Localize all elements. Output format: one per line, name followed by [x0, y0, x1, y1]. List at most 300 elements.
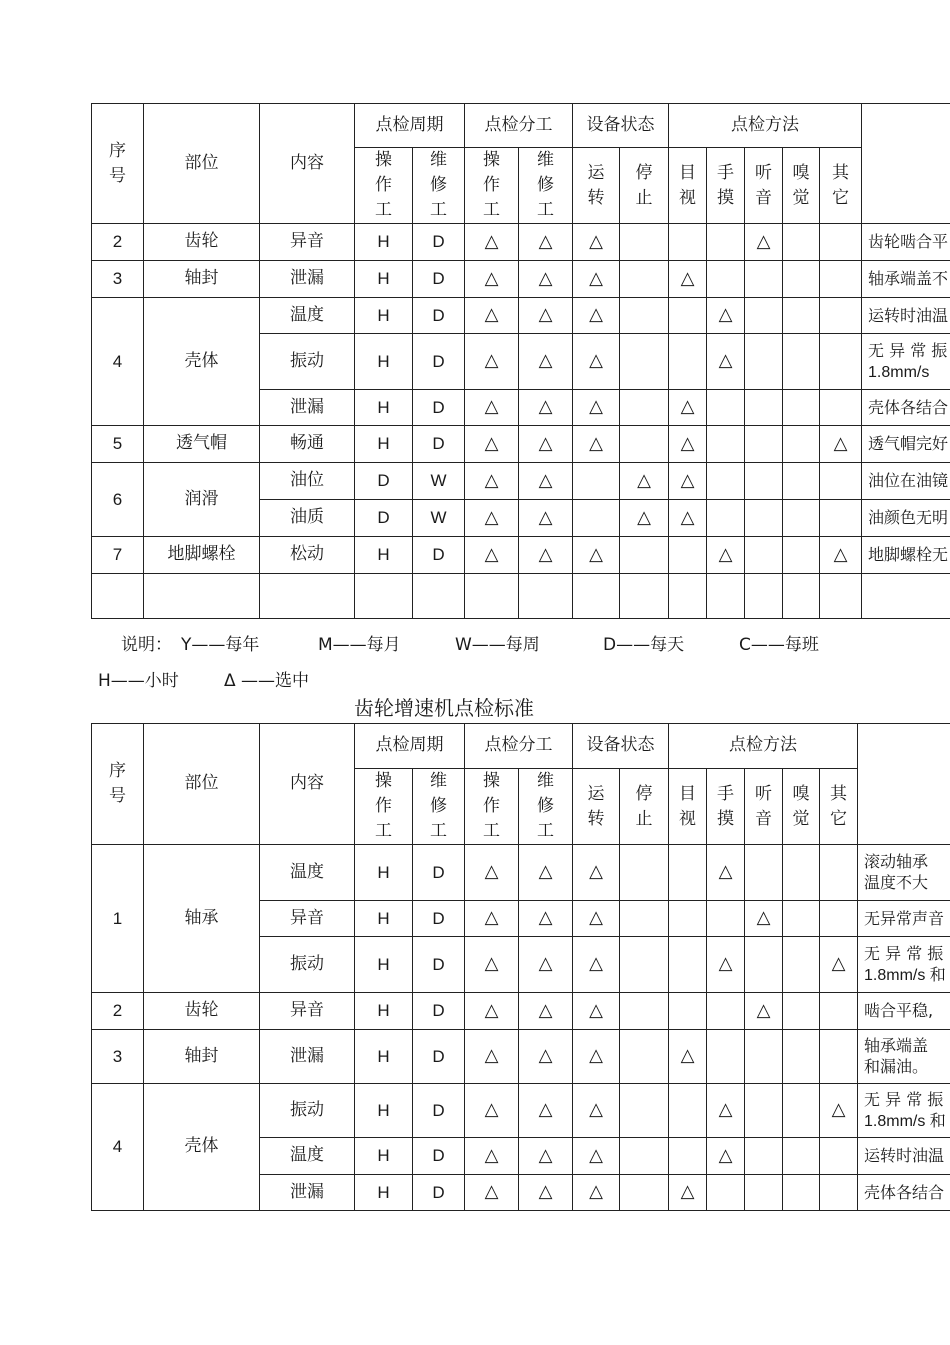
cell-method-visual: [669, 298, 707, 334]
standard-line-1: 无 异 常 振: [864, 1089, 944, 1109]
cell-method-listen: [745, 390, 783, 426]
standard-line-1: 透气帽完好: [868, 434, 949, 453]
standard-line-1: 轴承端盖不: [868, 269, 949, 288]
cell-standard: [862, 390, 950, 426]
cell-empty: [92, 574, 144, 619]
cell-cycle-maintenance: D: [413, 334, 465, 390]
standard-line-2: 和漏油。: [864, 1058, 929, 1076]
table-row: [92, 426, 950, 463]
cell-empty: [783, 574, 820, 619]
subheader-cell: [707, 769, 745, 845]
cell-cycle-maintenance: W: [413, 463, 465, 500]
cell-method-other: [820, 261, 862, 298]
header-row-1: [92, 724, 950, 769]
standard-line-1: 滚动轴承: [864, 851, 929, 871]
header-state: 设备状态: [573, 104, 669, 148]
cell-method-smell: [783, 1138, 820, 1175]
cell-division-maintenance: △: [519, 937, 573, 993]
cell-cycle-maintenance: D: [413, 1084, 465, 1138]
cell-method-visual: [669, 993, 707, 1030]
cell-method-listen: [745, 1084, 783, 1138]
cell-method-other: △: [820, 426, 862, 463]
cell-method-other: [820, 224, 862, 261]
cell-method-touch: [707, 993, 745, 1030]
subheader-text: 手摸: [717, 783, 734, 829]
cell-division-maintenance: △: [519, 426, 573, 463]
cell-method-touch: △: [707, 937, 745, 993]
header-method: 点检方法: [669, 724, 858, 769]
cell-division-operator: △: [465, 1138, 519, 1175]
cell-cycle-maintenance: D: [413, 845, 465, 901]
cell-part: 壳体: [144, 298, 260, 426]
inspection-table-1: [91, 103, 950, 619]
cell-state-stopped: [620, 1138, 669, 1175]
cell-state-running: [573, 463, 620, 500]
subheader-cell: [465, 769, 519, 845]
cell-part: 轴封: [144, 261, 260, 298]
cell-seq: 5: [92, 426, 144, 463]
cell-cycle-operator: D: [355, 500, 413, 537]
cell-state-running: △: [573, 390, 620, 426]
cell-cycle-maintenance: D: [413, 901, 465, 937]
subheader-text: 维修工: [537, 771, 554, 841]
cell-division-maintenance: △: [519, 463, 573, 500]
cell-part: 齿轮: [144, 993, 260, 1030]
standard-line-1: 地脚螺栓无: [868, 545, 949, 564]
cell-cycle-operator: H: [355, 845, 413, 901]
cell-division-operator: △: [465, 390, 519, 426]
table-row: [92, 845, 950, 901]
cell-method-touch: △: [707, 298, 745, 334]
cell-method-visual: △: [669, 390, 707, 426]
cell-content: 异音: [260, 993, 355, 1030]
subheader-cell: [355, 769, 413, 845]
standard-line-2: 温度不大: [864, 874, 929, 892]
subheader-text: 嗅觉: [792, 783, 810, 829]
cell-empty: [820, 574, 862, 619]
cell-cycle-maintenance: D: [413, 261, 465, 298]
cell-method-visual: △: [669, 500, 707, 537]
subheader-text: 听音: [755, 162, 772, 208]
cell-cycle-maintenance: D: [413, 1030, 465, 1084]
subheader-cell: [783, 769, 820, 845]
cell-method-touch: [707, 500, 745, 537]
cell-method-touch: △: [707, 1084, 745, 1138]
header-state: 设备状态: [573, 724, 669, 769]
subheader-text: 运转: [587, 162, 605, 208]
cell-method-smell: [783, 224, 820, 261]
cell-method-touch: △: [707, 334, 745, 390]
cell-state-running: △: [573, 334, 620, 390]
table-row-empty: [92, 574, 950, 619]
cell-division-operator: △: [465, 1175, 519, 1211]
legend-hour: H——小时: [98, 671, 179, 691]
cell-state-stopped: [620, 537, 669, 574]
subheader-text: 操作工: [375, 150, 392, 220]
cell-seq: 1: [92, 845, 144, 993]
cell-method-listen: [745, 500, 783, 537]
cell-empty: [573, 574, 620, 619]
legend-prefix: 说明：: [121, 635, 172, 655]
legend-shift: C——每班: [739, 635, 819, 655]
cell-method-listen: [745, 1175, 783, 1211]
cell-cycle-operator: H: [355, 426, 413, 463]
subheader-cell: [519, 148, 573, 224]
cell-state-running: △: [573, 993, 620, 1030]
cell-state-stopped: [620, 901, 669, 937]
cell-division-operator: △: [465, 334, 519, 390]
cell-method-visual: △: [669, 463, 707, 500]
cell-state-running: △: [573, 426, 620, 463]
table-1-body: [92, 224, 950, 619]
cell-standard: [862, 463, 950, 500]
cell-standard: [858, 993, 950, 1030]
subheader-cell: [783, 148, 820, 224]
header-seq-text: 序号: [109, 761, 126, 806]
cell-division-maintenance: △: [519, 334, 573, 390]
cell-state-running: △: [573, 1030, 620, 1084]
cell-state-stopped: [620, 334, 669, 390]
cell-division-operator: △: [465, 261, 519, 298]
header-division: 点检分工: [465, 724, 573, 769]
cell-standard: [862, 298, 950, 334]
cell-method-smell: [783, 1175, 820, 1211]
cell-state-stopped: [620, 1175, 669, 1211]
cell-empty: [355, 574, 413, 619]
cell-method-visual: [669, 1138, 707, 1175]
cell-state-running: △: [573, 1175, 620, 1211]
cell-method-smell: [783, 298, 820, 334]
cell-cycle-maintenance: D: [413, 1175, 465, 1211]
standard-line-1: 轴承端盖: [864, 1035, 929, 1055]
cell-standard: [858, 845, 950, 901]
cell-division-operator: △: [465, 937, 519, 993]
cell-empty: [260, 574, 355, 619]
subheader-cell: [745, 148, 783, 224]
cell-method-other: [820, 1175, 858, 1211]
cell-method-smell: [783, 937, 820, 993]
cell-method-listen: [745, 1138, 783, 1175]
subheader-cell: [573, 769, 620, 845]
header-cycle: 点检周期: [355, 104, 465, 148]
cell-state-stopped: [620, 298, 669, 334]
subheader-cell: [745, 769, 783, 845]
cell-method-smell: [783, 993, 820, 1030]
legend-month: M——每月: [318, 635, 401, 655]
cell-cycle-maintenance: D: [413, 298, 465, 334]
cell-method-listen: △: [745, 993, 783, 1030]
cell-seq: 4: [92, 298, 144, 426]
cell-seq: 6: [92, 463, 144, 537]
cell-content: 振动: [260, 334, 355, 390]
cell-division-maintenance: △: [519, 298, 573, 334]
cell-method-other: [820, 463, 862, 500]
header-cycle: 点检周期: [355, 724, 465, 769]
standard-line-1: 壳体各结合: [868, 397, 949, 417]
cell-state-running: △: [573, 298, 620, 334]
cell-cycle-maintenance: W: [413, 500, 465, 537]
header-method: 点检方法: [669, 104, 862, 148]
cell-method-other: [820, 298, 862, 334]
cell-method-visual: [669, 1084, 707, 1138]
table-row: [92, 537, 950, 574]
subheader-text: 停止: [635, 162, 653, 208]
cell-method-smell: [783, 537, 820, 574]
cell-content: 温度: [260, 1138, 355, 1175]
cell-division-operator: △: [465, 845, 519, 901]
subheader-text: 维修工: [430, 771, 447, 841]
standard-line-1: 无异常声音: [864, 908, 945, 928]
subheader-cell: [669, 769, 707, 845]
cell-method-touch: [707, 426, 745, 463]
table-row: [92, 1030, 950, 1084]
cell-standard: [862, 426, 950, 463]
cell-method-other: [820, 901, 858, 937]
cell-method-smell: [783, 845, 820, 901]
cell-standard: [858, 901, 950, 937]
subheader-text: 其它: [832, 162, 849, 208]
cell-content: 油质: [260, 500, 355, 537]
cell-method-touch: △: [707, 537, 745, 574]
cell-state-running: △: [573, 261, 620, 298]
cell-state-running: [573, 500, 620, 537]
cell-method-touch: [707, 901, 745, 937]
cell-content: 异音: [260, 901, 355, 937]
cell-method-touch: [707, 463, 745, 500]
cell-division-maintenance: △: [519, 993, 573, 1030]
cell-content: 温度: [260, 298, 355, 334]
cell-division-maintenance: △: [519, 224, 573, 261]
cell-method-visual: [669, 537, 707, 574]
cell-cycle-operator: H: [355, 1084, 413, 1138]
cell-method-listen: [745, 334, 783, 390]
cell-method-smell: [783, 1030, 820, 1084]
cell-empty: [620, 574, 669, 619]
table-2-body: [92, 845, 950, 1211]
subheader-text: 目视: [679, 162, 696, 208]
cell-content: 振动: [260, 1084, 355, 1138]
subheader-text: 其它: [830, 783, 847, 829]
cell-method-visual: △: [669, 1175, 707, 1211]
subheader-cell: [620, 769, 669, 845]
header-division: 点检分工: [465, 104, 573, 148]
cell-standard: [858, 1175, 950, 1211]
cell-state-stopped: [620, 1084, 669, 1138]
cell-method-listen: △: [745, 224, 783, 261]
cell-state-running: △: [573, 1138, 620, 1175]
cell-division-maintenance: △: [519, 537, 573, 574]
cell-standard: [858, 1084, 950, 1138]
cell-content: 异音: [260, 224, 355, 261]
cell-empty: [413, 574, 465, 619]
cell-state-running: △: [573, 224, 620, 261]
cell-content: 温度: [260, 845, 355, 901]
cell-content: 泄漏: [260, 261, 355, 298]
cell-division-maintenance: △: [519, 1138, 573, 1175]
table-row: [92, 993, 950, 1030]
standard-line-1: 齿轮啮合平: [868, 232, 949, 251]
cell-division-operator: △: [465, 537, 519, 574]
legend-day: D——每天: [603, 635, 685, 655]
cell-cycle-operator: H: [355, 224, 413, 261]
subheader-text: 操作工: [375, 771, 392, 841]
cell-method-touch: [707, 261, 745, 298]
cell-method-listen: [745, 1030, 783, 1084]
cell-part: 润滑: [144, 463, 260, 537]
cell-method-listen: [745, 426, 783, 463]
cell-empty: [745, 574, 783, 619]
cell-method-smell: [783, 1084, 820, 1138]
cell-division-operator: △: [465, 993, 519, 1030]
cell-division-maintenance: △: [519, 390, 573, 426]
inspection-table-2: [91, 723, 950, 1211]
header-part: 部位: [144, 724, 260, 845]
cell-method-other: △: [820, 937, 858, 993]
cell-standard: [858, 937, 950, 993]
subheader-text: 维修工: [430, 150, 447, 220]
table-row: [92, 298, 950, 334]
cell-method-listen: [745, 537, 783, 574]
cell-method-smell: [783, 500, 820, 537]
legend-week: W——每周: [455, 635, 540, 655]
standard-line-2: 1.8mm/s 和: [864, 1112, 946, 1130]
cell-cycle-operator: H: [355, 298, 413, 334]
cell-division-operator: △: [465, 901, 519, 937]
cell-division-operator: △: [465, 1030, 519, 1084]
cell-method-visual: [669, 845, 707, 901]
standard-line-1: 啮合平稳,: [864, 1001, 934, 1020]
cell-method-listen: [745, 261, 783, 298]
cell-state-running: △: [573, 1084, 620, 1138]
cell-division-maintenance: △: [519, 1084, 573, 1138]
cell-content: 泄漏: [260, 390, 355, 426]
cell-method-listen: △: [745, 901, 783, 937]
cell-part: 齿轮: [144, 224, 260, 261]
cell-cycle-operator: H: [355, 1138, 413, 1175]
table-2-title: 齿轮增速机点检标准: [354, 696, 534, 720]
cell-empty: [465, 574, 519, 619]
cell-cycle-operator: H: [355, 901, 413, 937]
cell-division-operator: △: [465, 426, 519, 463]
cell-state-stopped: [620, 261, 669, 298]
standard-line-1: 壳体各结合: [864, 1182, 945, 1202]
header-seq-text: 序号: [109, 140, 126, 186]
cell-cycle-operator: H: [355, 937, 413, 993]
cell-division-maintenance: △: [519, 500, 573, 537]
cell-standard: [862, 261, 950, 298]
table-row: [92, 224, 950, 261]
standard-line-1: 运转时油温: [864, 1146, 945, 1165]
cell-cycle-maintenance: D: [413, 390, 465, 426]
cell-division-maintenance: △: [519, 1175, 573, 1211]
cell-method-listen: [745, 845, 783, 901]
cell-empty: [519, 574, 573, 619]
header-seq: [92, 724, 144, 845]
cell-part: 轴承: [144, 845, 260, 993]
cell-method-smell: [783, 390, 820, 426]
subheader-cell: [465, 148, 519, 224]
cell-method-visual: [669, 937, 707, 993]
cell-cycle-operator: H: [355, 390, 413, 426]
cell-method-touch: [707, 1175, 745, 1211]
subheader-text: 手摸: [717, 162, 734, 208]
cell-method-other: [820, 1138, 858, 1175]
cell-seq: 3: [92, 1030, 144, 1084]
cell-seq: 4: [92, 1084, 144, 1211]
cell-standard: [862, 224, 950, 261]
cell-division-operator: △: [465, 463, 519, 500]
subheader-text: 目视: [679, 783, 696, 829]
cell-content: 泄漏: [260, 1175, 355, 1211]
standard-line-1: 运转时油温: [868, 305, 949, 325]
subheader-cell: [820, 148, 862, 224]
cell-state-running: △: [573, 937, 620, 993]
cell-method-visual: [669, 334, 707, 390]
header-row-1: [92, 104, 950, 148]
cell-cycle-maintenance: D: [413, 224, 465, 261]
cell-content: 畅通: [260, 426, 355, 463]
cell-content: 松动: [260, 537, 355, 574]
cell-standard: [858, 1030, 950, 1084]
subheader-cell: [620, 148, 669, 224]
cell-method-other: [820, 334, 862, 390]
cell-state-running: △: [573, 537, 620, 574]
cell-method-listen: [745, 937, 783, 993]
cell-content: 油位: [260, 463, 355, 500]
subheader-cell: [355, 148, 413, 224]
cell-empty: [862, 574, 950, 619]
cell-division-operator: △: [465, 224, 519, 261]
cell-division-operator: △: [465, 500, 519, 537]
cell-division-maintenance: △: [519, 901, 573, 937]
cell-cycle-operator: H: [355, 261, 413, 298]
cell-seq: 2: [92, 224, 144, 261]
subheader-cell: [669, 148, 707, 224]
cell-cycle-maintenance: D: [413, 537, 465, 574]
subheader-text: 操作工: [483, 771, 500, 841]
cell-cycle-operator: H: [355, 993, 413, 1030]
cell-method-other: [820, 845, 858, 901]
cell-standard: [858, 1138, 950, 1175]
cell-state-stopped: [620, 845, 669, 901]
cell-cycle-maintenance: D: [413, 426, 465, 463]
cell-division-maintenance: △: [519, 261, 573, 298]
cell-content: 泄漏: [260, 1030, 355, 1084]
subheader-text: 停止: [635, 783, 653, 829]
cell-cycle-operator: H: [355, 334, 413, 390]
cell-state-stopped: [620, 937, 669, 993]
cell-method-visual: △: [669, 1030, 707, 1084]
cell-state-running: △: [573, 901, 620, 937]
cell-method-smell: [783, 334, 820, 390]
cell-method-smell: [783, 426, 820, 463]
subheader-text: 嗅觉: [792, 162, 810, 208]
cell-method-listen: [745, 298, 783, 334]
legend-selected: Δ ——选中: [224, 671, 310, 691]
subheader-cell: [413, 769, 465, 845]
header-standard: [858, 724, 950, 845]
cell-seq: 2: [92, 993, 144, 1030]
cell-method-visual: [669, 224, 707, 261]
cell-method-smell: [783, 463, 820, 500]
cell-cycle-operator: H: [355, 1030, 413, 1084]
cell-standard: [862, 334, 950, 390]
subheader-cell: [413, 148, 465, 224]
standard-line-1: 无 异 常 振: [868, 340, 948, 360]
cell-method-touch: △: [707, 1138, 745, 1175]
cell-part: 透气帽: [144, 426, 260, 463]
cell-content: 振动: [260, 937, 355, 993]
